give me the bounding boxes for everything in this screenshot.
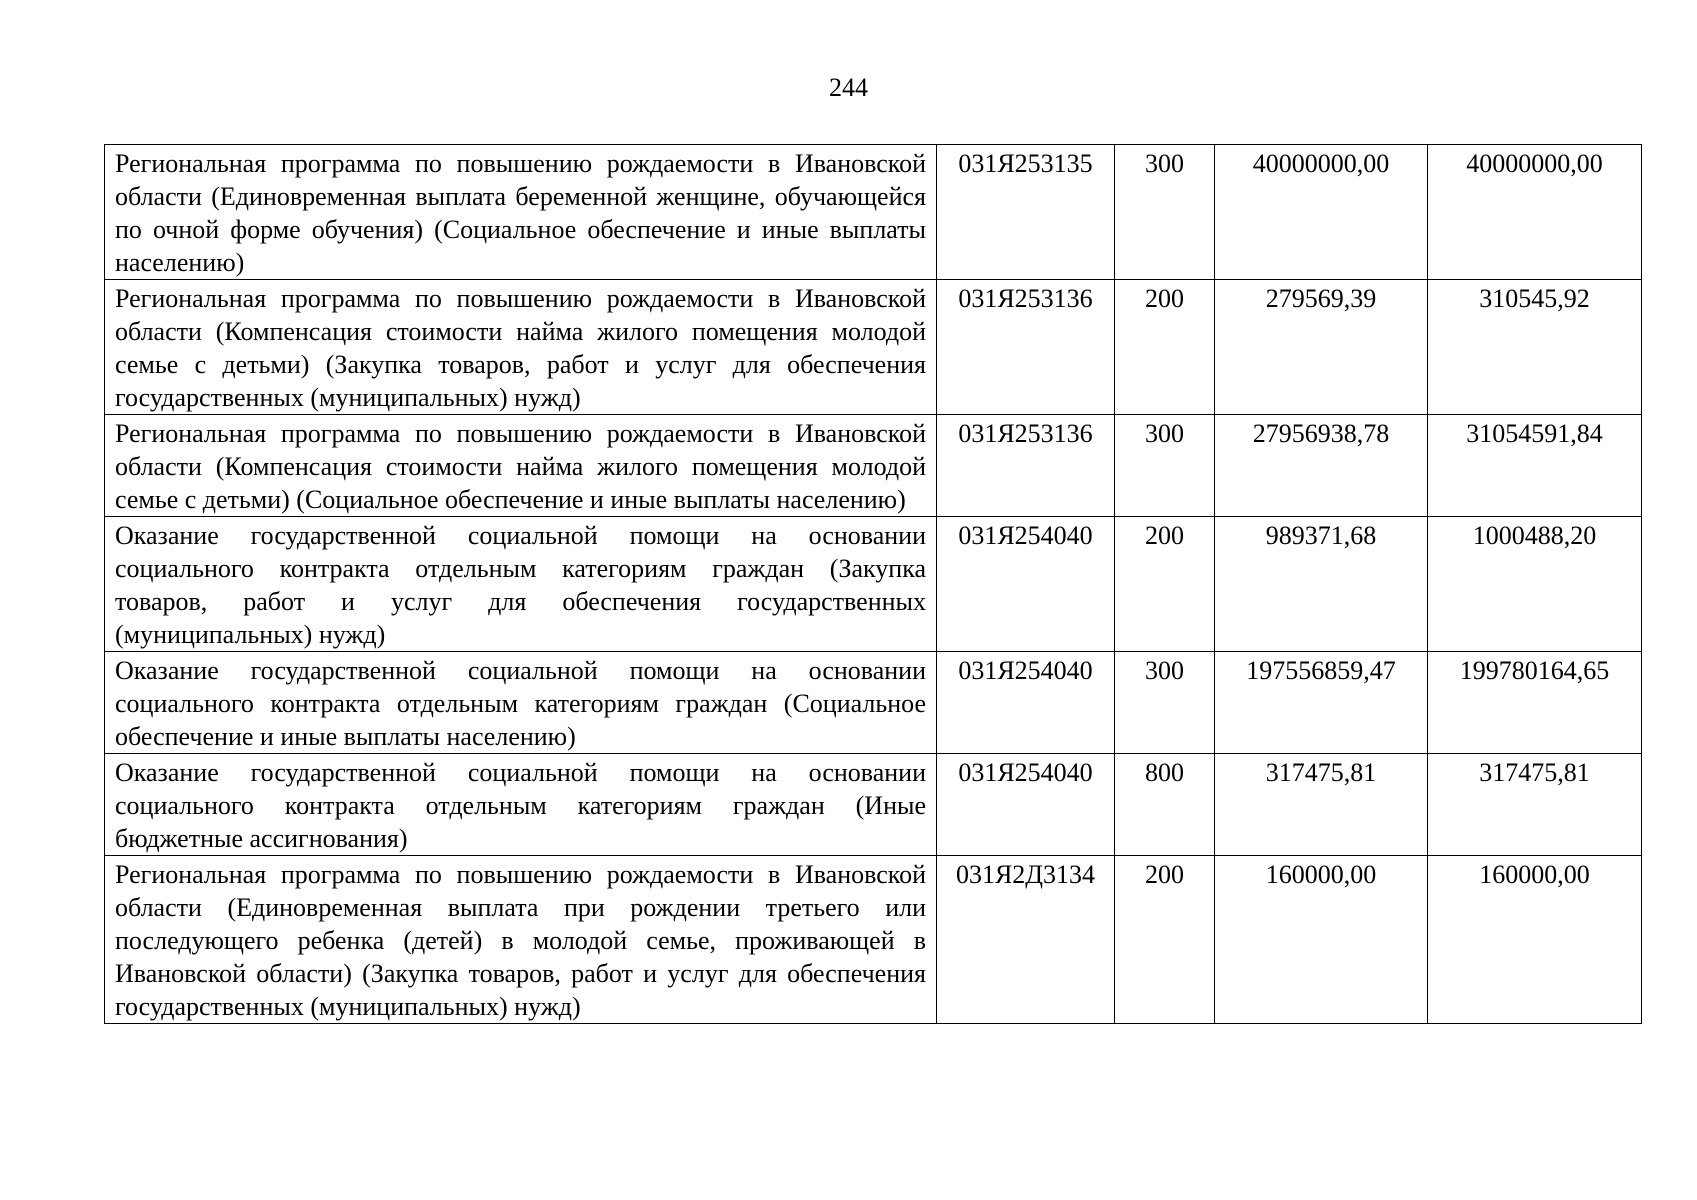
expense-type-cell: 300 xyxy=(1115,652,1215,754)
amount-year1-cell: 27956938,78 xyxy=(1215,415,1428,517)
row-name-cell: Региональная программа по повышению рождаемости в Ивановской области (Единовременная выплата беременной женщине, обучающейся по очной форме обучения) (Социальное обеспечение и иные выплаты населению) xyxy=(105,145,937,280)
target-article-code-cell: 031Я254040 xyxy=(937,754,1115,856)
target-article-code-cell: 031Я2Д3134 xyxy=(937,856,1115,1024)
amount-year1-cell: 279569,39 xyxy=(1215,280,1428,415)
target-article-code-cell: 031Я253136 xyxy=(937,280,1115,415)
expense-type-cell: 200 xyxy=(1115,280,1215,415)
row-name-cell: Региональная программа по повышению рождаемости в Ивановской области (Компенсация стоимости найма жилого помещения молодой семье с детьми) (Социальное обеспечение и иные выплаты населению) xyxy=(105,415,937,517)
amount-year2-cell: 310545,92 xyxy=(1428,280,1642,415)
amount-year2-cell: 40000000,00 xyxy=(1428,145,1642,280)
expense-type-cell: 200 xyxy=(1115,856,1215,1024)
row-name-cell: Оказание государственной социальной помощи на основании социального контракта отдельным категориям граждан (Закупка товаров, работ и услуг для обеспечения государственных (муниципальных) нужд) xyxy=(105,517,937,652)
amount-year2-cell: 199780164,65 xyxy=(1428,652,1642,754)
table-row xyxy=(105,517,1642,652)
amount-year2-cell: 1000488,20 xyxy=(1428,517,1642,652)
amount-year1-cell: 317475,81 xyxy=(1215,754,1428,856)
row-name-cell: Оказание государственной социальной помощи на основании социального контракта отдельным категориям граждан (Иные бюджетные ассигнования) xyxy=(105,754,937,856)
amount-year2-cell: 317475,81 xyxy=(1428,754,1642,856)
row-name-cell: Оказание государственной социальной помощи на основании социального контракта отдельным категориям граждан (Социальное обеспечение и иные выплаты населению) xyxy=(105,652,937,754)
target-article-code-cell: 031Я254040 xyxy=(937,517,1115,652)
amount-year2-cell: 160000,00 xyxy=(1428,856,1642,1024)
amount-year1-cell: 197556859,47 xyxy=(1215,652,1428,754)
expense-type-cell: 200 xyxy=(1115,517,1215,652)
expense-type-cell: 800 xyxy=(1115,754,1215,856)
row-name-cell: Региональная программа по повышению рождаемости в Ивановской области (Компенсация стоимости найма жилого помещения молодой семье с детьми) (Закупка товаров, работ и услуг для обеспечения государственных (муниципальных) нужд) xyxy=(105,280,937,415)
expense-type-cell: 300 xyxy=(1115,145,1215,280)
amount-year1-cell: 989371,68 xyxy=(1215,517,1428,652)
table-row xyxy=(105,856,1642,1024)
budget-table-body xyxy=(105,145,1642,1024)
table-row xyxy=(105,415,1642,517)
table-row xyxy=(105,145,1642,280)
amount-year1-cell: 40000000,00 xyxy=(1215,145,1428,280)
row-name-cell: Региональная программа по повышению рождаемости в Ивановской области (Единовременная выплата при рождении третьего или последующего ребенка (детей) в молодой семье, проживающей в Ивановской области) (Закупка товаров, работ и услуг для обеспечения государственных (муниципальных) нужд) xyxy=(105,856,937,1024)
target-article-code-cell: 031Я254040 xyxy=(937,652,1115,754)
table-row xyxy=(105,754,1642,856)
table-row xyxy=(105,652,1642,754)
target-article-code-cell: 031Я253136 xyxy=(937,415,1115,517)
amount-year1-cell: 160000,00 xyxy=(1215,856,1428,1024)
amount-year2-cell: 31054591,84 xyxy=(1428,415,1642,517)
target-article-code-cell: 031Я253135 xyxy=(937,145,1115,280)
page-number: 244 xyxy=(829,73,868,102)
budget-table xyxy=(104,144,1642,1024)
expense-type-cell: 300 xyxy=(1115,415,1215,517)
table-row xyxy=(105,280,1642,415)
